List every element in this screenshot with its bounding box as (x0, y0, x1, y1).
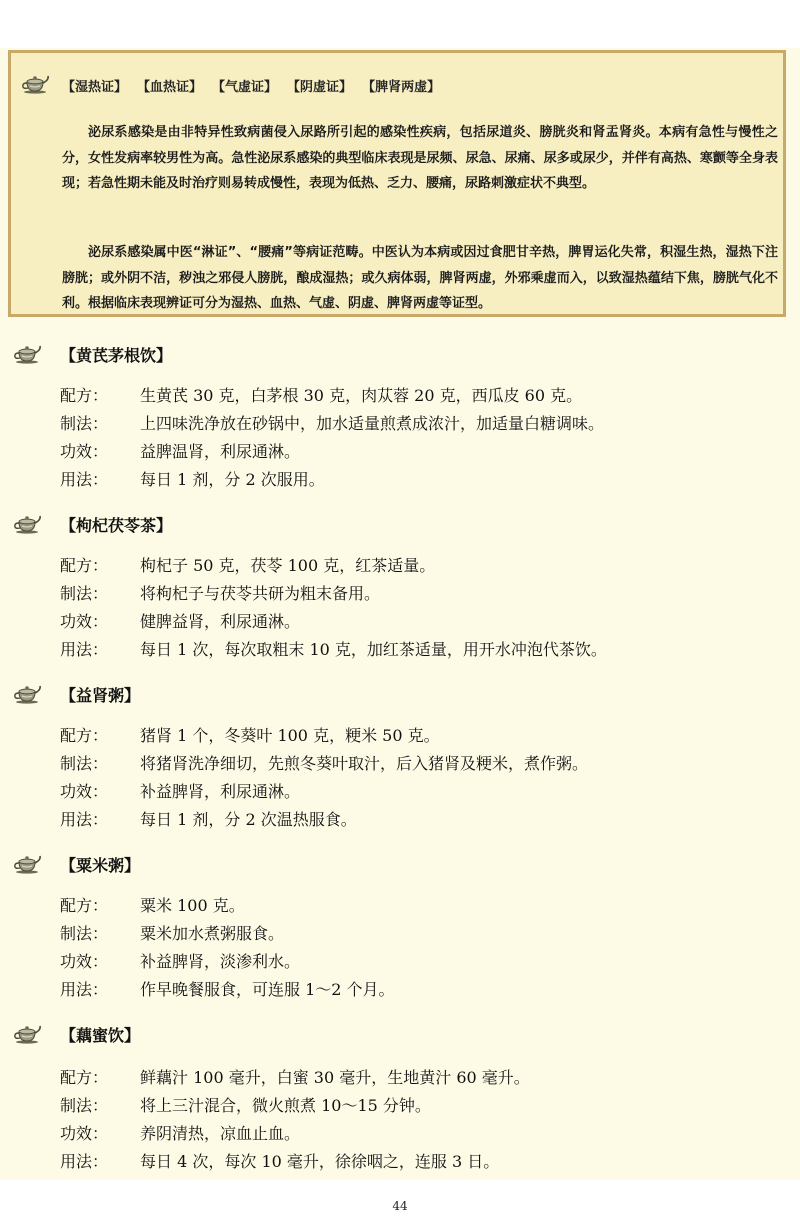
row-value: 补益脾肾，淡渗利水。 (140, 952, 301, 971)
tag-blood-heat[interactable]: 【血热证】 (137, 80, 203, 95)
row-label: 制法： (60, 584, 109, 603)
row-label: 用法： (60, 980, 109, 999)
recipe-row (60, 608, 300, 636)
intro-paragraph-2: 泌尿系感染属中医“淋证”、“腰痛”等病证范畴。中医认为本病或因过食肥甘辛热，脾胃运化失常，积湿生热，湿热下注膀胱；或外阴不洁，秽浊之邪侵人膀胱，酿成湿热；或久病体弱，脾肾两虚，外邪乘虚而入，以致湿热蕴结下焦，膀胱气化不利。根据临床表现辨证可分为湿热、血热、气虚、阴虚、脾肾两虚等证型。 (62, 245, 778, 311)
teapot-icon (12, 510, 42, 534)
row-value: 益脾温肾，利尿通淋。 (140, 442, 301, 461)
row-label: 配方： (60, 726, 109, 745)
page-number: 44 (392, 1199, 408, 1213)
row-value: 粟米 100 克。 (140, 896, 245, 915)
tag-yin-deficiency[interactable]: 【阴虚证】 (287, 80, 353, 95)
teapot-icon (12, 1020, 42, 1044)
row-label: 用法： (60, 810, 109, 829)
row-label: 功效： (60, 612, 109, 631)
recipe-title: 【藕蜜饮】 (60, 1026, 141, 1045)
row-label: 配方： (60, 556, 109, 575)
row-label: 制法： (60, 1096, 109, 1115)
row-value: 补益脾肾，利尿通淋。 (140, 782, 301, 801)
row-value: 将上三汁混合，微火煎煮 10～15 分钟。 (140, 1096, 431, 1115)
recipe-row (60, 382, 582, 410)
row-value: 每日 1 次，每次取粗末 10 克，加红茶适量，用开水冲泡代茶饮。 (140, 640, 607, 659)
row-value: 健脾益肾，利尿通淋。 (140, 612, 301, 631)
row-label: 功效： (60, 782, 109, 801)
recipe-row (60, 920, 284, 948)
tag-damp-heat[interactable]: 【湿热证】 (62, 80, 128, 95)
row-value: 鲜藕汁 100 毫升，白蜜 30 毫升，生地黄汁 60 毫升。 (140, 1068, 530, 1087)
row-value: 猪肾 1 个，冬葵叶 100 克，粳米 50 克。 (140, 726, 440, 745)
row-label: 用法： (60, 1152, 109, 1171)
row-label: 功效： (60, 442, 109, 461)
row-label: 功效： (60, 1124, 109, 1143)
teapot-icon (12, 680, 42, 704)
intro-paragraph-1: 泌尿系感染是由非特异性致病菌侵入尿路所引起的感染性疾病，包括尿道炎、膀胱炎和肾盂肾炎。本病有急性与慢性之分，女性发病率较男性为高。急性泌尿系感染的典型临床表现是尿频、尿急、尿痛、尿多或尿少，并伴有高热、寒颤等全身表现；若急性期未能及时治疗则易转成慢性，表现为低热、乏力、腰痛，尿路刺激症状不典型。 (62, 125, 778, 191)
recipe-row (60, 438, 300, 466)
row-label: 用法： (60, 640, 109, 659)
recipe-row (60, 976, 395, 1004)
recipe-row (60, 1148, 499, 1176)
recipe-title: 【枸杞茯苓茶】 (60, 516, 173, 535)
teapot-icon (20, 70, 50, 94)
recipe-row (60, 722, 440, 750)
row-value: 每日 4 次，每次 10 毫升，徐徐咽之，连服 3 日。 (140, 1152, 500, 1171)
recipe-row (60, 806, 357, 834)
row-value: 将枸杞子与茯苓共研为粗末备用。 (140, 584, 381, 603)
recipe-row (60, 466, 325, 494)
tag-qi-deficiency[interactable]: 【气虚证】 (212, 80, 278, 95)
recipe-row (60, 580, 380, 608)
recipe-row (60, 948, 300, 976)
row-label: 用法： (60, 470, 109, 489)
recipe-title: 【粟米粥】 (60, 856, 141, 875)
row-value: 每日 1 剂，分 2 次服用。 (140, 470, 325, 489)
recipe-row (60, 1064, 530, 1092)
teapot-icon (12, 850, 42, 874)
recipe-row (60, 892, 245, 920)
recipe-row (60, 410, 604, 438)
recipe-row (60, 778, 300, 806)
row-value: 枸杞子 50 克，茯苓 100 克，红茶适量。 (140, 556, 436, 575)
tag-spleen-kidney-deficiency[interactable]: 【脾肾两虚】 (362, 80, 441, 95)
recipe-title: 【益肾粥】 (60, 686, 141, 705)
row-label: 制法： (60, 414, 109, 433)
recipe-title: 【黄芪茅根饮】 (60, 346, 173, 365)
recipe-row (60, 1092, 431, 1120)
row-value: 每日 1 剂，分 2 次温热服食。 (140, 810, 357, 829)
recipe-row (60, 750, 588, 778)
recipe-row (60, 636, 607, 664)
recipe-row (60, 1120, 300, 1148)
row-label: 功效： (60, 952, 109, 971)
row-value: 上四味洗净放在砂锅中，加水适量煎煮成浓汁，加适量白糖调味。 (140, 414, 605, 433)
row-label: 制法： (60, 754, 109, 773)
row-value: 生黄芪 30 克，白茅根 30 克，肉苁蓉 20 克，西瓜皮 60 克。 (140, 386, 583, 405)
teapot-icon (12, 340, 42, 364)
row-label: 配方： (60, 896, 109, 915)
row-value: 粟米加水煮粥服食。 (140, 924, 285, 943)
recipe-row (60, 552, 435, 580)
row-value: 作早晚餐服食，可连服 1～2 个月。 (140, 980, 395, 999)
row-value: 养阴清热，凉血止血。 (140, 1124, 301, 1143)
row-label: 配方： (60, 1068, 109, 1087)
row-value: 将猪肾洗净细切，先煎冬葵叶取汁，后入猪肾及粳米，煮作粥。 (140, 754, 589, 773)
row-label: 配方： (60, 386, 109, 405)
row-label: 制法： (60, 924, 109, 943)
syndrome-tags (62, 76, 440, 95)
